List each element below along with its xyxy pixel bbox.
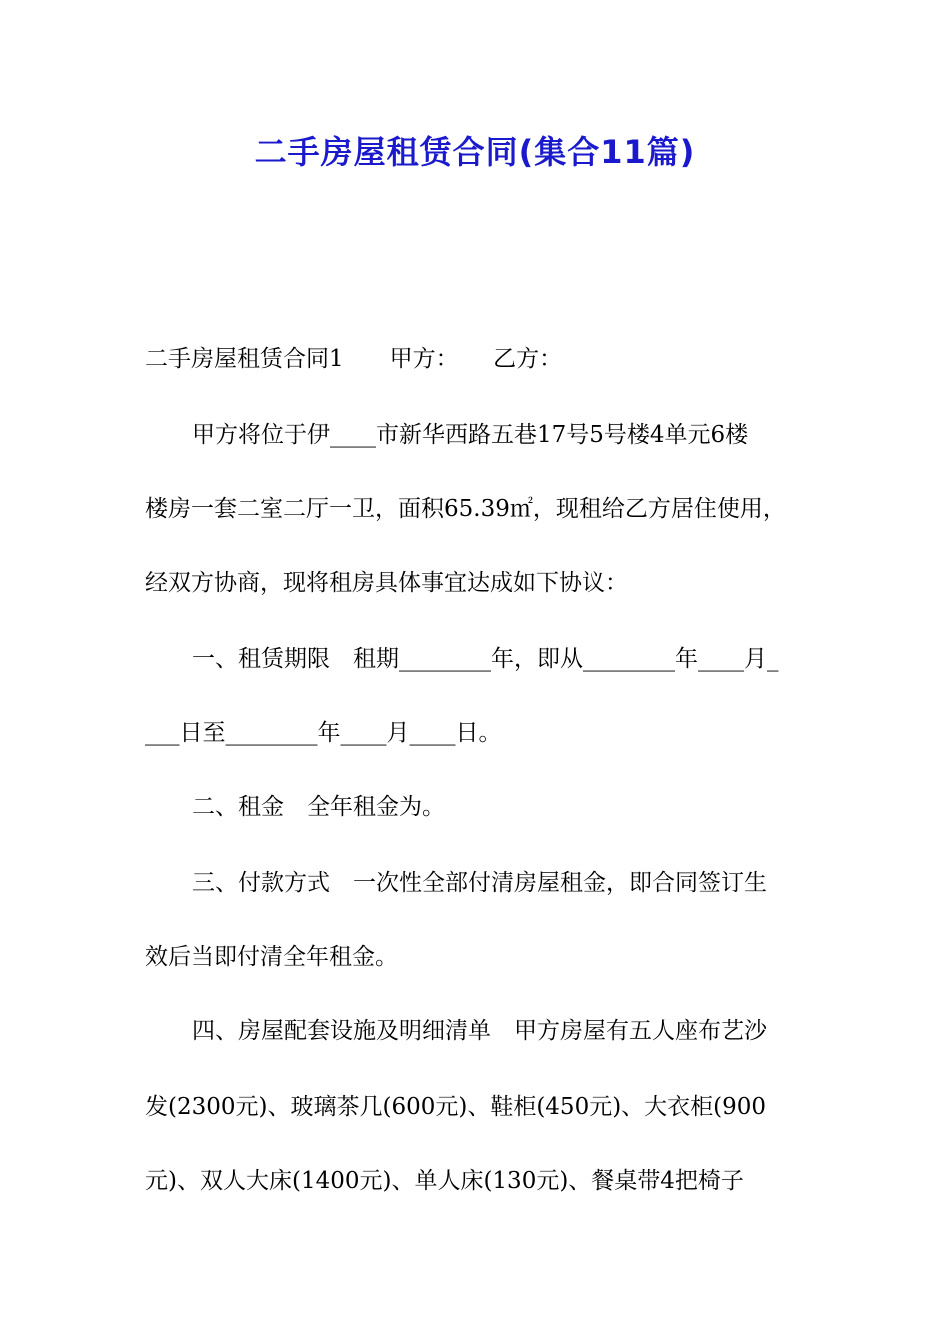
paragraph-line: 元)、双人大床(1400元)、单人床(130元)、餐桌带4把椅子 [145, 1168, 744, 1194]
clause-rent: 二、租金 全年租金为。 [192, 794, 445, 820]
contract-heading-line: 二手房屋租赁合同1 甲方： 乙方： [145, 346, 563, 372]
paragraph-line: 经双方协商，现将租房具体事宜达成如下协议： [145, 570, 628, 596]
clause-lease-term: 一、租赁期限 租期________年，即从________年____月_ [192, 646, 779, 672]
document-title: 二手房屋租赁合同(集合11篇) [254, 133, 696, 171]
paragraph-line: 甲方将位于伊____市新华西路五巷17号5号楼4单元6楼 [192, 422, 749, 448]
clause-facilities: 四、房屋配套设施及明细清单 甲方房屋有五人座布艺沙 [192, 1018, 767, 1044]
paragraph-line: 发(2300元)、玻璃茶几(600元)、鞋柜(450元)、大衣柜(900 [145, 1094, 767, 1120]
paragraph-line: ___日至________年____月____日。 [145, 720, 502, 746]
paragraph-line: 效后当即付清全年租金。 [145, 944, 398, 970]
clause-payment-method: 三、付款方式 一次性全部付清房屋租金，即合同签订生 [192, 870, 767, 896]
paragraph-line: 楼房一套二室二厅一卫，面积65.39㎡，现租给乙方居住使用， [145, 496, 786, 522]
